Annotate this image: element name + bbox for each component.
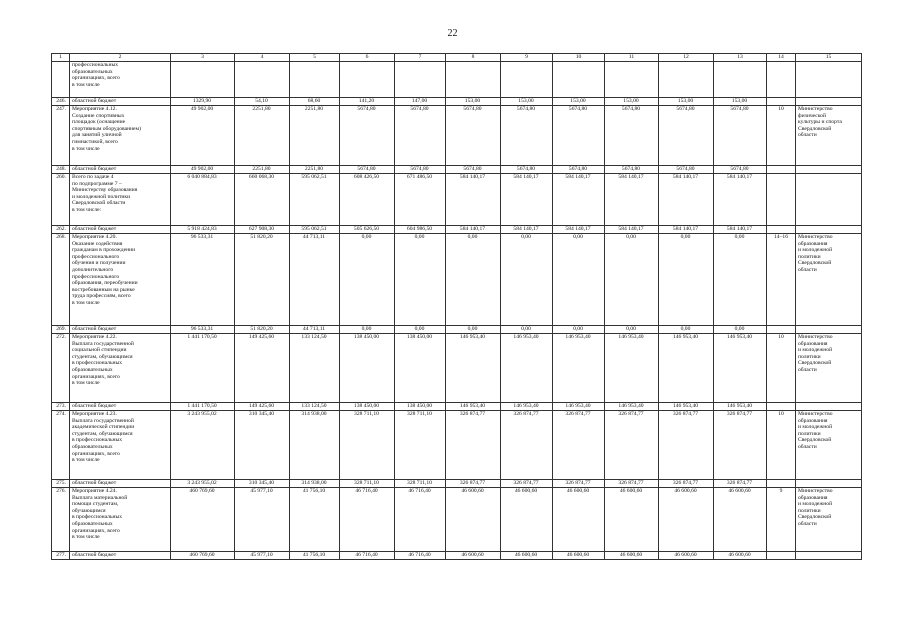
amount-cell [553, 62, 605, 98]
target-indicator-cell [767, 403, 796, 411]
row-description: областной бюджет [70, 480, 171, 488]
column-header: 4 [235, 54, 290, 62]
target-indicator-cell [767, 62, 796, 98]
amount-cell: 41 756,10 [290, 488, 340, 552]
column-header: 15 [796, 54, 862, 62]
target-indicator-cell [767, 226, 796, 234]
amount-cell: 5674,80 [395, 106, 446, 166]
table-row [52, 98, 862, 106]
executor-cell [796, 480, 862, 488]
row-number [52, 62, 70, 98]
amount-cell: 153,00 [605, 98, 659, 106]
table-row [52, 403, 862, 411]
amount-cell: 326 874,77 [446, 411, 501, 480]
amount-cell: 460 769,60 [171, 552, 235, 560]
amount-cell: 153,00 [553, 98, 605, 106]
row-description: областной бюджет [70, 166, 171, 174]
table-row [52, 62, 862, 98]
amount-cell: 153,00 [714, 98, 767, 106]
amount-cell [290, 62, 340, 98]
row-number: 248. [52, 166, 70, 174]
amount-cell: 328 711,10 [340, 480, 395, 488]
amount-cell: 146 953,40 [446, 334, 501, 403]
amount-cell: 2251,80 [235, 106, 290, 166]
budget-table [51, 53, 862, 560]
amount-cell: 326 874,77 [553, 480, 605, 488]
amount-cell: 2251,80 [290, 166, 340, 174]
amount-cell: 1 441 170,50 [171, 334, 235, 403]
amount-cell: 460 769,60 [171, 488, 235, 552]
amount-cell: 0,00 [553, 234, 605, 326]
amount-cell: 0,00 [340, 326, 395, 334]
row-number: 260. [52, 174, 70, 226]
table-row [52, 234, 862, 326]
target-indicator-cell: 10 [767, 106, 796, 166]
row-number: 268. [52, 234, 70, 326]
row-number: 274. [52, 411, 70, 480]
column-header: 5 [290, 54, 340, 62]
row-description: Мероприятие 4.23. Выплата государственной академической стипендии студентам, обучающимся в профессиональных образовательных организациях, всего в том числе [70, 411, 171, 480]
amount-cell: 0,00 [446, 234, 501, 326]
amount-cell: 5674,80 [340, 166, 395, 174]
row-description: Всего по задаче 4 по подпрограмме 7 – Министерству образования и молодежной политики Свердловской области в том числе: [70, 174, 171, 226]
amount-cell: 310 345,40 [235, 411, 290, 480]
amount-cell: 141,20 [340, 98, 395, 106]
amount-cell: 1 441 170,50 [171, 403, 235, 411]
amount-cell: 51 820,20 [235, 326, 290, 334]
amount-cell: 627 908,30 [235, 226, 290, 234]
amount-cell: 46 716,40 [395, 488, 446, 552]
target-indicator-cell [767, 98, 796, 106]
amount-cell: 595 062,51 [290, 226, 340, 234]
amount-cell: 44 713,11 [290, 234, 340, 326]
amount-cell [605, 62, 659, 98]
column-header: 8 [446, 54, 501, 62]
amount-cell: 51 820,20 [235, 234, 290, 326]
amount-cell: 584 140,17 [659, 174, 714, 226]
amount-cell: 584 140,17 [714, 226, 767, 234]
amount-cell: 0,00 [501, 326, 553, 334]
row-description: Мероприятие 4.20. Оказание содействия гражданам в прохождении профессионального обучения и получении дополнительного профессионального образования, переобучении востребованным на рынке труда профессиям, всего в том числе [70, 234, 171, 326]
amount-cell: 310 345,40 [235, 480, 290, 488]
amount-cell: 41 756,10 [290, 552, 340, 560]
amount-cell: 0,00 [395, 234, 446, 326]
amount-cell: 46 600,60 [714, 552, 767, 560]
amount-cell [446, 62, 501, 98]
amount-cell: 314 938,00 [290, 480, 340, 488]
amount-cell: 0,00 [395, 326, 446, 334]
row-description: областной бюджет [70, 98, 171, 106]
amount-cell: 584 140,17 [659, 226, 714, 234]
amount-cell: 45 977,10 [235, 552, 290, 560]
amount-cell: 153,00 [446, 98, 501, 106]
amount-cell: 584 140,17 [501, 226, 553, 234]
amount-cell [714, 62, 767, 98]
amount-cell [659, 62, 714, 98]
amount-cell: 138 450,00 [340, 334, 395, 403]
amount-cell: 5674,80 [714, 106, 767, 166]
amount-cell: 46 716,40 [340, 552, 395, 560]
amount-cell: 46 600,60 [714, 488, 767, 552]
amount-cell: 146 953,40 [501, 334, 553, 403]
table-row [52, 326, 862, 334]
amount-cell: 584 140,17 [553, 226, 605, 234]
amount-cell: 49 902,00 [171, 166, 235, 174]
amount-cell: 326 874,77 [501, 411, 553, 480]
amount-cell: 584 140,17 [714, 174, 767, 226]
amount-cell: 153,00 [501, 98, 553, 106]
target-indicator-cell: 9 [767, 488, 796, 552]
amount-cell: 326 874,77 [605, 480, 659, 488]
amount-cell: 0,00 [446, 326, 501, 334]
amount-cell: 326 874,77 [659, 480, 714, 488]
amount-cell: 671 486,50 [395, 174, 446, 226]
amount-cell: 326 874,77 [714, 480, 767, 488]
row-description: областной бюджет [70, 403, 171, 411]
amount-cell: 5674,80 [605, 166, 659, 174]
row-description: Мероприятие 4.22. Выплата государственной социальной стипендии студентам, обучающимся в профессиональных образовательных организациях, всего в том числе [70, 334, 171, 403]
amount-cell: 146 953,40 [501, 403, 553, 411]
amount-cell: 505 626,50 [340, 226, 395, 234]
amount-cell: 46 600,60 [659, 552, 714, 560]
amount-cell: 45 977,10 [235, 488, 290, 552]
amount-cell: 314 938,00 [290, 411, 340, 480]
amount-cell: 5674,80 [340, 106, 395, 166]
amount-cell: 5674,80 [605, 106, 659, 166]
table-row [52, 552, 862, 560]
amount-cell: 1329,90 [171, 98, 235, 106]
amount-cell: 133 124,50 [290, 334, 340, 403]
amount-cell [501, 62, 553, 98]
amount-cell: 146 953,40 [659, 334, 714, 403]
amount-cell: 660 068,30 [235, 174, 290, 226]
amount-cell: 46 600,60 [659, 488, 714, 552]
column-header: 9 [501, 54, 553, 62]
amount-cell: 138 450,00 [395, 403, 446, 411]
executor-cell [796, 552, 862, 560]
target-indicator-cell [767, 174, 796, 226]
amount-cell: 584 140,17 [605, 226, 659, 234]
column-header: 2 [70, 54, 171, 62]
amount-cell: 0,00 [659, 234, 714, 326]
amount-cell: 46 600,60 [605, 552, 659, 560]
amount-cell: 138 450,00 [395, 334, 446, 403]
amount-cell: 49 902,00 [171, 106, 235, 166]
column-header: 10 [553, 54, 605, 62]
amount-cell: 5674,80 [659, 106, 714, 166]
column-header: 1 [52, 54, 70, 62]
amount-cell [235, 62, 290, 98]
column-header: 14 [767, 54, 796, 62]
amount-cell: 54,10 [235, 98, 290, 106]
amount-cell: 3 243 955,02 [171, 411, 235, 480]
amount-cell: 326 874,77 [605, 411, 659, 480]
amount-cell: 328 711,10 [395, 411, 446, 480]
amount-cell: 608 426,50 [340, 174, 395, 226]
target-indicator-cell: 14–16 [767, 234, 796, 326]
amount-cell: 138 450,00 [340, 403, 395, 411]
amount-cell: 5674,80 [553, 106, 605, 166]
amount-cell: 5674,80 [395, 166, 446, 174]
row-description: областной бюджет [70, 552, 171, 560]
row-number: 269. [52, 326, 70, 334]
row-description: областной бюджет [70, 326, 171, 334]
amount-cell: 0,00 [501, 234, 553, 326]
amount-cell: 96 533,31 [171, 234, 235, 326]
amount-cell: 326 874,77 [501, 480, 553, 488]
executor-cell: Министерство образования и молодежной политики Свердловской области [796, 234, 862, 326]
amount-cell: 3 243 955,02 [171, 480, 235, 488]
table-row [52, 174, 862, 226]
table-row [52, 166, 862, 174]
amount-cell: 44 713,11 [290, 326, 340, 334]
column-header: 3 [171, 54, 235, 62]
amount-cell: 584 140,17 [446, 226, 501, 234]
amount-cell [395, 62, 446, 98]
executor-cell: Министерство образования и молодежной политики Свердловской области [796, 488, 862, 552]
row-number: 272. [52, 334, 70, 403]
target-indicator-cell: 10 [767, 334, 796, 403]
amount-cell: 153,00 [659, 98, 714, 106]
amount-cell: 146 953,40 [714, 334, 767, 403]
amount-cell: 46 600,60 [501, 552, 553, 560]
amount-cell: 147,00 [395, 98, 446, 106]
amount-cell: 146 953,40 [605, 403, 659, 411]
amount-cell: 5674,80 [501, 106, 553, 166]
amount-cell: 2251,80 [235, 166, 290, 174]
row-number: 262. [52, 226, 70, 234]
column-header: 11 [605, 54, 659, 62]
executor-cell [796, 98, 862, 106]
amount-cell: 46 600,60 [446, 488, 501, 552]
amount-cell: 0,00 [340, 234, 395, 326]
row-number: 275. [52, 480, 70, 488]
amount-cell: 326 874,77 [714, 411, 767, 480]
amount-cell: 146 953,40 [553, 334, 605, 403]
amount-cell: 326 874,77 [553, 411, 605, 480]
target-indicator-cell [767, 166, 796, 174]
column-header: 6 [340, 54, 395, 62]
amount-cell: 604 986,50 [395, 226, 446, 234]
table-row [52, 226, 862, 234]
table-row [52, 488, 862, 552]
executor-cell [796, 226, 862, 234]
amount-cell: 5674,80 [714, 166, 767, 174]
row-description: профессиональных образовательных организациях, всего в том числе [70, 62, 171, 98]
target-indicator-cell [767, 552, 796, 560]
amount-cell: 595 062,51 [290, 174, 340, 226]
amount-cell: 2251,80 [290, 106, 340, 166]
amount-cell: 326 874,77 [446, 480, 501, 488]
column-header: 13 [714, 54, 767, 62]
amount-cell: 328 711,10 [395, 480, 446, 488]
amount-cell: 0,00 [659, 326, 714, 334]
executor-cell [796, 62, 862, 98]
amount-cell: 0,00 [714, 234, 767, 326]
row-description: Мероприятие 4.24. Выплата материальной помощи студентам, обучающимся в профессиональных образовательных организациях, всего в том числе [70, 488, 171, 552]
row-description: областной бюджет [70, 226, 171, 234]
table-row [52, 334, 862, 403]
amount-cell: 46 716,40 [395, 552, 446, 560]
amount-cell: 146 953,40 [714, 403, 767, 411]
executor-cell [796, 174, 862, 226]
amount-cell: 326 874,77 [659, 411, 714, 480]
row-description: Мероприятие 4.12. Создание спортивных площадок (оснащение спортивным оборудованием) для занятий уличной гимнастикой, всего в том числе [70, 106, 171, 166]
amount-cell: 46 600,60 [501, 488, 553, 552]
amount-cell: 0,00 [605, 326, 659, 334]
amount-cell: 46 600,60 [605, 488, 659, 552]
amount-cell: 96 533,31 [171, 326, 235, 334]
amount-cell: 146 953,40 [605, 334, 659, 403]
executor-cell [796, 326, 862, 334]
amount-cell: 133 124,50 [290, 403, 340, 411]
row-number: 277. [52, 552, 70, 560]
page-number: 22 [447, 28, 458, 39]
amount-cell [171, 62, 235, 98]
target-indicator-cell: 10 [767, 411, 796, 480]
amount-cell: 146 953,40 [446, 403, 501, 411]
target-indicator-cell [767, 480, 796, 488]
amount-cell: 5674,80 [659, 166, 714, 174]
amount-cell: 5674,80 [553, 166, 605, 174]
amount-cell: 5674,80 [446, 166, 501, 174]
table-row [52, 480, 862, 488]
executor-cell: Министерство образования и молодежной политики Свердловской области [796, 334, 862, 403]
executor-cell [796, 403, 862, 411]
row-number: 276. [52, 488, 70, 552]
amount-cell: 46 716,40 [340, 488, 395, 552]
table-row [52, 411, 862, 480]
column-header: 12 [659, 54, 714, 62]
amount-cell: 6 040 884,83 [171, 174, 235, 226]
amount-cell: 68,60 [290, 98, 340, 106]
column-header: 7 [395, 54, 446, 62]
row-number: 247. [52, 106, 70, 166]
executor-cell [796, 166, 862, 174]
amount-cell: 584 140,17 [605, 174, 659, 226]
amount-cell: 584 140,17 [501, 174, 553, 226]
amount-cell: 46 600,60 [553, 488, 605, 552]
target-indicator-cell [767, 326, 796, 334]
table-row [52, 106, 862, 166]
amount-cell: 5674,80 [446, 106, 501, 166]
amount-cell: 149 425,60 [235, 334, 290, 403]
amount-cell: 0,00 [714, 326, 767, 334]
row-number: 246. [52, 98, 70, 106]
amount-cell: 146 953,40 [659, 403, 714, 411]
amount-cell: 584 140,17 [553, 174, 605, 226]
amount-cell: 584 140,17 [446, 174, 501, 226]
executor-cell: Министерство физической культуры и спорта Свердловской области [796, 106, 862, 166]
header-row [52, 54, 862, 62]
amount-cell [340, 62, 395, 98]
amount-cell: 5674,80 [501, 166, 553, 174]
amount-cell: 46 600,60 [446, 552, 501, 560]
row-number: 273. [52, 403, 70, 411]
amount-cell: 0,00 [553, 326, 605, 334]
amount-cell: 146 953,40 [553, 403, 605, 411]
amount-cell: 5 918 424,83 [171, 226, 235, 234]
amount-cell: 328 711,10 [340, 411, 395, 480]
amount-cell: 0,00 [605, 234, 659, 326]
amount-cell: 46 600,60 [553, 552, 605, 560]
executor-cell: Министерство образования и молодежной политики Свердловской области [796, 411, 862, 480]
amount-cell: 149 425,60 [235, 403, 290, 411]
